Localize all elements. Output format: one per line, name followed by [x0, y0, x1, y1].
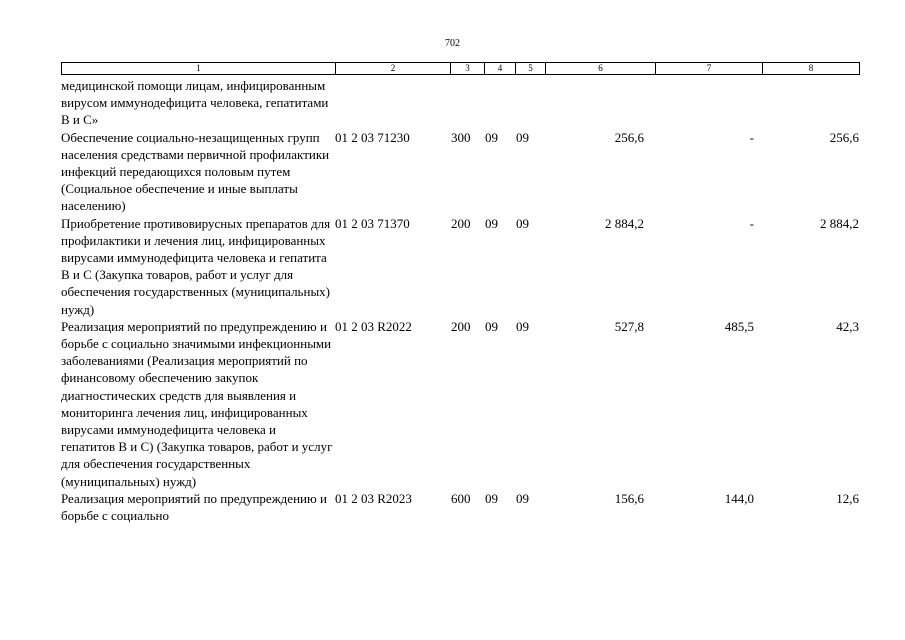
header-col-8: 8 [763, 63, 860, 75]
page-number: 702 [445, 38, 460, 49]
row-total: 256,6 [614, 129, 644, 145]
header-col-4: 4 [485, 63, 516, 75]
row-expense-type: 300 [451, 129, 471, 145]
table-row [61, 77, 859, 129]
row-total: 156,6 [614, 490, 644, 506]
row-code: 01 2 03 R2022 [335, 318, 412, 334]
row-code: 01 2 03 71370 [335, 215, 410, 231]
row-name: Обеспечение социально-незащищенных групп населения средствами первичной профилактики инфекций передающихся половым путем (Социальное обеспечение и иные выплаты населению) [61, 129, 330, 214]
budget-table-body [61, 77, 859, 524]
row-name: Реализация мероприятий по предупреждению и борьбе с социально значимыми инфекционными заболеваниями (Реализация мероприятий по финансовому обеспечению закупок диагностических средств для выявления и мониторинга лечения лиц, инфицированных вирусами иммунодефицита человека и гепатитов B и C) (Закупка товаров, работ и услуг для обеспечения государственных (муниципальных) нужд) [61, 318, 333, 489]
row-regional: 12,6 [836, 490, 859, 506]
row-expense-type: 600 [451, 490, 471, 506]
column-number-header [61, 62, 860, 75]
row-section: 09 [485, 490, 498, 506]
row-regional: 42,3 [836, 318, 859, 334]
row-section: 09 [485, 318, 498, 334]
table-row [61, 129, 859, 215]
table-row [61, 318, 859, 490]
table-row [61, 490, 859, 524]
row-section: 09 [485, 215, 498, 231]
header-col-6: 6 [546, 63, 656, 75]
row-name: Реализация мероприятий по предупреждению и борьбе с социально [61, 490, 327, 524]
row-federal: - [749, 215, 754, 231]
row-regional: 2 884,2 [820, 215, 859, 231]
header-col-3: 3 [451, 63, 485, 75]
row-code: 01 2 03 71230 [335, 129, 410, 145]
table-row [61, 215, 859, 318]
row-federal: - [749, 129, 754, 145]
row-total: 2 884,2 [605, 215, 644, 231]
row-subsection: 09 [516, 318, 529, 334]
row-name: Приобретение противовирусных препаратов для профилактики и лечения лиц, инфицированных вирусами иммунодефицита человека и гепатита B и C (Закупка товаров, работ и услуг для обеспечения государственных (муниципальных) нужд) [61, 215, 331, 317]
row-expense-type: 200 [451, 215, 471, 231]
row-subsection: 09 [516, 129, 529, 145]
row-regional: 256,6 [829, 129, 859, 145]
header-col-5: 5 [516, 63, 546, 75]
row-section: 09 [485, 129, 498, 145]
row-expense-type: 200 [451, 318, 471, 334]
row-subsection: 09 [516, 215, 529, 231]
row-code: 01 2 03 R2023 [335, 490, 412, 506]
header-col-1: 1 [62, 63, 336, 75]
row-name: медицинской помощи лицам, инфицированным вирусом иммунодефицита человека, гепатитами B и C» [61, 78, 329, 128]
header-col-7: 7 [656, 63, 763, 75]
row-federal: 144,0 [724, 490, 754, 506]
row-total: 527,8 [614, 318, 644, 334]
row-subsection: 09 [516, 490, 529, 506]
header-col-2: 2 [336, 63, 451, 75]
row-federal: 485,5 [724, 318, 754, 334]
